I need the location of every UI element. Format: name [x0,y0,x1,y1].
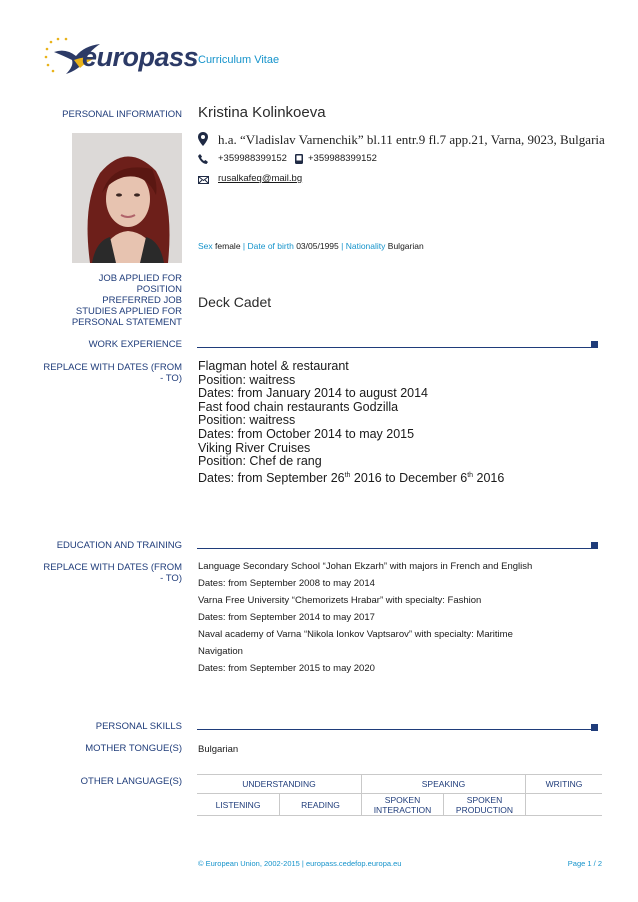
writing-subheader [526,794,603,816]
edu-line: Dates: from September 2015 to may 2020 [198,663,375,674]
work-line: Dates: from January 2014 to august 2014 [198,386,429,401]
education-entries [198,558,598,677]
work-experience-label: WORK EXPERIENCE [88,339,182,350]
europass-logo [44,36,199,80]
edu-line: Varna Free University “Chemorizets Hrabar” with specialty: Fashion [198,595,482,606]
work-line: Dates: from October 2014 to may 2015 [198,426,415,441]
email-icon [198,176,209,184]
listening-header: LISTENING [197,794,280,816]
edu-line: Naval academy of Varna “Nikola Ionkov Vaptsarov” with specialty: Maritime [198,629,513,640]
language-skills-table [197,774,602,816]
edu-line: Language Secondary School “Johan Ekzarh” with majors in French and English [198,561,533,572]
work-dates-label: REPLACE WITH DATES (FROM - TO) [43,362,182,384]
work-line: Viking River Cruises [198,440,311,455]
job-label-2: POSITION [136,284,182,295]
nationality-label: Nationality [345,241,386,251]
footer-copyright: © European Union, 2002-2015 | europass.cedefop.europa.eu [198,859,402,868]
reading-header: READING [280,794,362,816]
job-label-5: PERSONAL STATEMENT [71,317,182,328]
understanding-header: UNDERSTANDING [197,775,362,794]
phone-icon [198,154,208,164]
work-line: Position: waitress [198,372,296,387]
work-line: Flagman hotel & restaurant [198,359,349,373]
separator: | [242,241,246,251]
work-divider [197,347,591,348]
other-languages-label: OTHER LANGUAGE(S) [80,776,182,787]
work-line: Position: waitress [198,413,296,428]
education-divider-marker [591,542,598,549]
phone-row [198,154,578,168]
mobile-icon [295,154,303,164]
logo-text: europass [82,42,199,72]
doc-title: Curriculum Vitae [198,54,280,66]
spoken-production-header: SPOKEN PRODUCTION [444,794,526,816]
education-dates-label: REPLACE WITH DATES (FROM - TO) [43,562,182,584]
nationality-value: Bulgarian [387,241,424,251]
work-entries [198,360,598,486]
job-value: Deck Cadet [198,294,272,310]
profile-photo [72,133,182,263]
candidate-name: Kristina Kolinkoeva [198,104,326,121]
job-label-3: PREFERRED JOB [102,295,182,306]
work-divider-marker [591,341,598,348]
personal-info-label: PERSONAL INFORMATION [62,109,182,120]
work-line: Fast food chain restaurants Godzilla [198,399,399,414]
work-last-mid: 2016 to December 6 [350,470,468,485]
dob-value: 03/05/1995 [296,241,339,251]
edu-line: Navigation [198,646,243,657]
edu-line: Dates: from September 2008 to may 2014 [198,578,375,589]
dob-label: Date of birth [247,241,294,251]
education-divider [197,548,591,549]
job-label-4: STUDIES APPLIED FOR [75,306,182,317]
skills-divider-marker [591,724,598,731]
skills-divider [197,729,591,730]
personal-details [198,241,424,251]
sex-value: female [215,241,241,251]
mother-tongue-value: Bulgarian [198,744,239,755]
writing-header: WRITING [526,775,603,794]
work-last-sup1: th [344,471,351,479]
work-last-sup2: th [467,471,474,479]
work-line: Position: Chef de rang [198,454,322,469]
job-label-1: JOB APPLIED FOR [98,273,182,284]
phone-text[interactable]: +359988399152 [218,153,287,164]
separator: | [341,241,344,251]
work-line-last [198,469,598,486]
edu-line: Dates: from September 2014 to may 2017 [198,612,375,623]
footer-page-number: Page 1 / 2 [567,859,602,868]
work-last-post: 2016 [473,470,505,485]
address-text: h.a. “Vladislav Varnenchik” bl.11 entr.9 fl.7 app.21, Varna, 9023, Bulgaria [218,132,605,147]
mother-tongue-label: MOTHER TONGUE(S) [85,743,182,754]
location-pin-icon [198,132,208,146]
mobile-text[interactable]: +359988399152 [308,153,377,164]
job-applied-labels [72,273,182,328]
education-label: EDUCATION AND TRAINING [56,540,182,551]
email-link[interactable]: rusalkafeq@mail.bg [218,173,303,184]
sex-label: Sex [198,241,213,251]
photo-illustration [72,133,182,263]
work-last-pre: Dates: from September 26 [198,470,345,485]
personal-skills-label: PERSONAL SKILLS [95,721,182,732]
speaking-header: SPEAKING [362,775,526,794]
spoken-interaction-header: SPOKEN INTERACTION [362,794,444,816]
